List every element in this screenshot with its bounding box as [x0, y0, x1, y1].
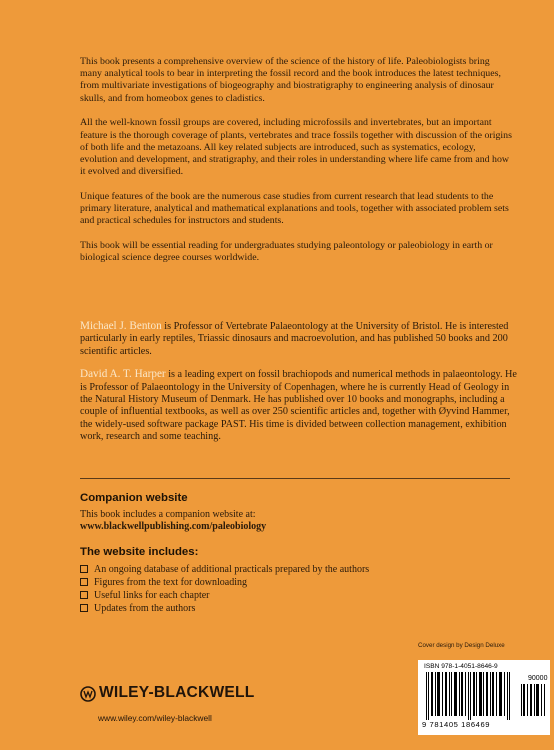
list-item [80, 563, 510, 576]
list-item [80, 576, 510, 589]
author-name-benton: Michael J. Benton [80, 320, 162, 332]
list-item-label: Figures from the text for downloading [94, 576, 248, 588]
isbn-number: 9 781405 186469 [422, 720, 491, 729]
author-bio-benton [80, 320, 520, 358]
checkbox-square-icon [80, 565, 88, 573]
author-bio-harper [80, 368, 520, 443]
price-code: 90000 [528, 675, 548, 682]
website-includes-heading: The website includes: [80, 545, 199, 558]
author-bio-text-benton: is Professor of Vertebrate Palaeontology at the University of Bristol. He is interested particularly in early reptiles, Triassic dinosaurs and macroevolution, and has published 50 books and 200 scientific articles. [80, 321, 509, 357]
checkbox-square-icon [80, 578, 88, 586]
description-paragraph-3: Unique features of the book are the numerous case studies from current research that lead students to the primary literature, analytical and mathematical explanations and tools, together with associated problem sets and practical schedules for instructors and students. [80, 191, 509, 227]
companion-url[interactable]: www.blackwellpublishing.com/paleobiology [80, 521, 267, 533]
publisher-name: WILEY-BLACKWELL [99, 684, 255, 701]
list-item-label: Updates from the authors [94, 602, 196, 614]
description-paragraph-1: This book presents a comprehensive overview of the science of the history of life. Paleobiologists bring many analytical tools to bear in interpreting the fossil record and the book introduces the latest techniques, from multivariate investigations of biogeography and biostratigraphy to engineering analysis of dinosaur skulls, and from homeobox genes to cladistics. [80, 56, 501, 104]
author-name-harper: David A. T. Harper [80, 368, 166, 381]
companion-website-section [80, 492, 510, 615]
description-paragraph-2: All the well-known fossil groups are covered, including microfossils and invertebrates, but an important feature is the thorough coverage of plants, vertebrates and trace fossils together with discussion of the origins of both life and the metazoans. All key related subjects are introduced, such as systematics, ecology, evolution and development, and stratigraphy, and their roles in understanding where life came from and how it evolved and diversified. [80, 117, 512, 178]
cover-credit: Cover design by Design Deluxe [418, 642, 505, 649]
author-bio-text-harper: is a leading expert on fossil brachiopods and numerical methods in palaeontology. He is Professor of Palaeontology in the University of Copenhagen, where he is currently Head of Geology in the Natural History Museum of Denmark. He has published over 10 books and monographs, including a couple of influential textbooks, as well as over 250 scientific articles and, together with Øyvind Hammer, the widely-used software package PAST. His time is divided between collection management, exhibition work, research and some teaching. [80, 369, 517, 443]
checkbox-square-icon [80, 591, 88, 599]
companion-intro: This book includes a companion website at: [80, 509, 256, 520]
book-description [80, 56, 512, 277]
checkbox-square-icon [80, 604, 88, 612]
publisher-url[interactable]: www.wiley.com/wiley-blackwell [98, 713, 212, 723]
divider-rule [80, 478, 510, 479]
list-item [80, 602, 510, 615]
list-item-label: An ongoing database of additional practicals prepared by the authors [94, 563, 370, 575]
companion-heading: Companion website [80, 492, 188, 504]
description-paragraph-4: This book will be essential reading for undergraduates studying paleontology or paleobiology in earth or biological science degree courses worldwide. [80, 240, 493, 264]
author-bios [80, 320, 520, 454]
wiley-logo-icon [80, 686, 96, 702]
website-includes-list [80, 563, 510, 615]
isbn-label: ISBN 978-1-4051-8646-9 [424, 663, 498, 670]
isbn-barcode [418, 660, 550, 735]
list-item [80, 589, 510, 602]
list-item-label: Useful links for each chapter [94, 589, 210, 601]
